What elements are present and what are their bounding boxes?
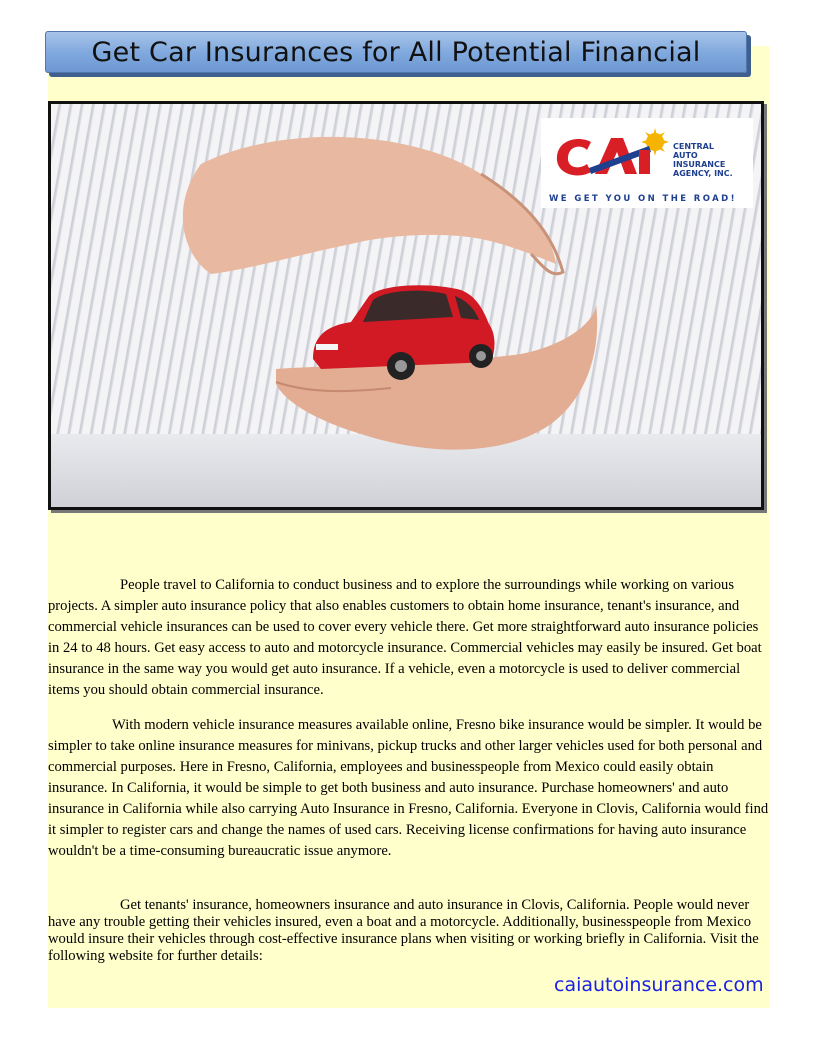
title-banner: [45, 31, 747, 73]
hero-photo: [51, 104, 761, 507]
article-paragraph-2: With modern vehicle insurance measures available online, Fresno bike insurance would be simpler. It would be simpler to take online insurance measures for minivans, pickup trucks and other larger vehicles used for both personal and commercial purposes. Here in Fresno, California, employees and businesspeople from Mexico could easily obtain insurance. In California, it would be simple to get both business and auto insurance. Purchase homeowners' and auto insurance in California while also carrying Auto Insurance in Fresno, California. Everyone in Clovis, California would find it simpler to register cars and change the names of used cars. Receiving license confirmations for having auto insurance wouldn't be a time-consuming bureaucratic issue anymore.: [48, 717, 769, 859]
website-link[interactable]: caiautoinsurance.com: [554, 974, 764, 996]
article-paragraph-3: Get tenants' insurance, homeowners insurance and auto insurance in Clovis, California. People would never have any trouble getting their vehicles insured, even a boat and a motorcycle. Additionally, businesspeople from Mexico would insure their vehicles through cost-effective insurance plans when visiting or working briefly in California. Visit the following website for further details:: [48, 897, 759, 964]
page-title: Get Car Insurances for All Potential Financial: [91, 36, 701, 68]
logo-letters: CAI: [609, 180, 611, 181]
logo-slogan: WE GET YOU ON THE ROAD!: [549, 194, 737, 204]
upper-hand: [183, 137, 556, 274]
hero-photo-frame: [48, 101, 764, 510]
article-paragraph-1: People travel to California to conduct business and to explore the surroundings while working on various projects. A simpler auto insurance policy that also enables customers to obtain home insurance, tenant's insurance, and commercial vehicle insurances can be used to cover every vehicle there. Get more straightforward auto insurance policies in 24 to 48 hours. Get easy access to auto and motorcycle insurance. Commercial vehicles may easily be insured. Get boat insurance in the same way you would get auto insurance. If a vehicle, even a motorcycle is used to deliver commercial items you should obtain commercial insurance.: [48, 577, 762, 698]
cai-logo-mark: [551, 128, 669, 186]
agency-logo: [541, 118, 753, 208]
logo-agency-name: CENTRAL AUTO INSURANCE AGENCY, INC.: [673, 142, 733, 178]
